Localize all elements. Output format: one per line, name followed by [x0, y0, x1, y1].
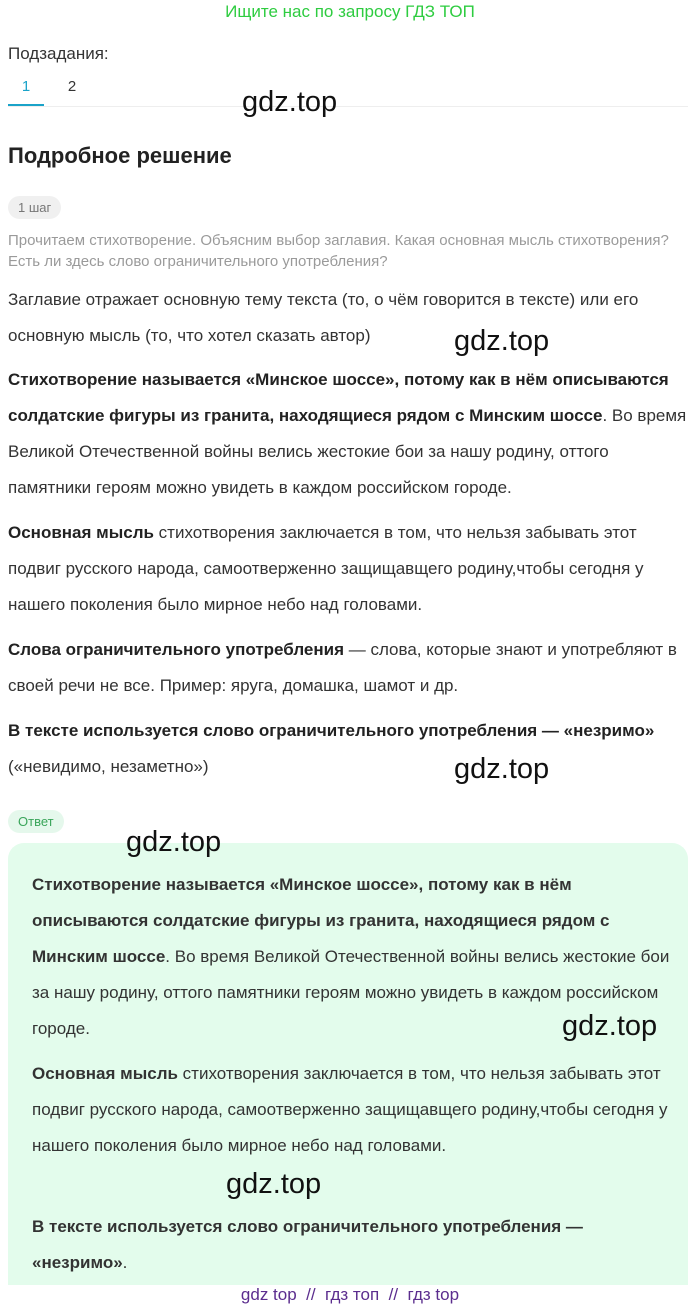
- solution-bold-text: В тексте используется слово ограничительного употребления — «незримо»: [8, 721, 655, 740]
- tab-subtask-2[interactable]: 2: [67, 78, 77, 95]
- promo-banner: Ищите нас по запросу ГДЗ ТОП: [225, 2, 475, 21]
- watermark: gdz.top: [242, 86, 338, 118]
- watermark: gdz.top: [226, 1168, 322, 1200]
- solution-text: («невидимо, незаметно»): [8, 757, 209, 776]
- footer-link-gdz-top-ru[interactable]: гдз топ: [325, 1285, 380, 1304]
- tab-subtask-1[interactable]: 1: [21, 78, 31, 95]
- answer-badge: Ответ: [8, 810, 64, 833]
- answer-text: стихотворения заключается в том, что нельзя забывать этот подвиг русского народа, самоотверженно защищавщего родину,чтобы сегодня у нашего поколения было мирное небо над головами.: [32, 1064, 668, 1155]
- solution-bold-text: Основная мысль: [8, 523, 154, 542]
- answer-text: . Во время Великой Отечественной войны велись жестокие бои за нашу родину, оттого памятники героям можно увидеть в каждом российском городе.: [32, 947, 670, 1038]
- solution-text: Заглавие отражает основную тему текста (то, о чём говорится в тексте) или его основную мысль (то, что хотел сказать автор): [8, 290, 639, 345]
- active-tab-indicator: [8, 104, 44, 106]
- solution-bold-text: Слова ограничительного употребления: [8, 640, 344, 659]
- footer-separator: //: [306, 1285, 316, 1304]
- task-question: Прочитаем стихотворение. Объясним выбор заглавия. Какая основная мысль стихотворения? Есть ли здесь слово ограничительного употребления?: [8, 232, 669, 270]
- solution-text: стихотворения заключается в том, что нельзя забывать этот подвиг русского народа, самоотверженно защищавщего родину,чтобы сегодня у нашего поколения было мирное небо над головами.: [8, 523, 644, 614]
- footer-link-gdz-top[interactable]: gdz top: [240, 1285, 297, 1304]
- footer-links: [0, 1285, 700, 1305]
- solution-text: . Во время Великой Отечественной войны велись жестокие бои за нашу родину, оттого памятники героям можно увидеть в каждом российском городе.: [8, 406, 687, 497]
- answer-bold-text: Основная мысль: [32, 1064, 178, 1083]
- solution-paragraph-2: [8, 362, 688, 506]
- watermark: gdz.top: [454, 753, 550, 785]
- solution-bold-text: Стихотворение называется «Минское шоссе», потому как в нём описываются солдатские фигуры из гранита, находящиеся рядом с Минским шоссе: [8, 370, 669, 425]
- answer-bold-text: Стихотворение называется «Минское шоссе», потому как в нём описываются солдатские фигуры из гранита, находящиеся рядом с Минским шоссе: [32, 875, 610, 966]
- solution-paragraph-1: [8, 282, 688, 354]
- watermark: gdz.top: [562, 1010, 658, 1042]
- answer-paragraph-2: [32, 1056, 672, 1164]
- page-title: Подробное решение: [8, 143, 232, 168]
- watermark: gdz.top: [126, 826, 222, 858]
- answer-text: .: [122, 1253, 128, 1272]
- solution-paragraph-3: [8, 515, 688, 623]
- answer-bold-text: В тексте используется слово ограничительного употребления — «незримо»: [32, 1217, 583, 1272]
- step-badge: 1 шаг: [8, 196, 61, 219]
- answer-paragraph-3: [32, 1209, 672, 1281]
- footer-link-gdz-top-mixed[interactable]: гдз top: [407, 1285, 460, 1304]
- footer-separator: //: [388, 1285, 399, 1304]
- solution-paragraph-5: [8, 713, 688, 785]
- subtask-tabs: [8, 74, 688, 107]
- subtasks-label: Подзадания:: [8, 44, 109, 63]
- solution-text: — слова, которые знают и употребляют в своей речи не все. Пример: яруга, домашка, шамот и др.: [8, 640, 677, 695]
- watermark: gdz.top: [454, 325, 550, 357]
- solution-paragraph-4: [8, 632, 688, 704]
